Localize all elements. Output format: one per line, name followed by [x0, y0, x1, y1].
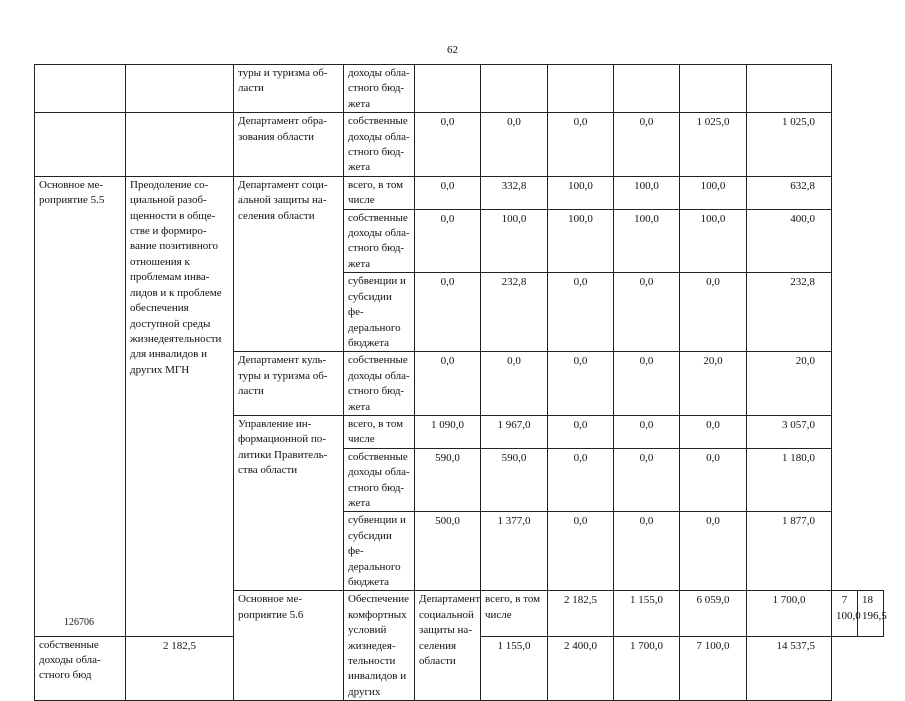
table-cell: 0,0	[481, 113, 548, 177]
table-cell: 0,0	[415, 209, 481, 273]
table-cell	[126, 113, 234, 177]
table-cell: 0,0	[548, 273, 614, 352]
table-cell: 232,8	[481, 273, 548, 352]
table-cell: 0,0	[614, 512, 680, 591]
table-cell: 100,0	[481, 209, 548, 273]
department: Департамент социальной защиты населения области	[234, 176, 344, 351]
table-cell: 590,0	[481, 448, 548, 512]
funding-source: всего, в том числе	[481, 591, 548, 636]
table-cell: 0,0	[548, 448, 614, 512]
funding-source: собственные доходы областного бюджета	[344, 352, 415, 416]
table-cell: 2 182,5	[126, 636, 234, 701]
table-cell: 0,0	[548, 512, 614, 591]
table-cell: 1 967,0	[481, 415, 548, 448]
table-cell: 0,0	[614, 448, 680, 512]
table-cell: 332,8	[481, 176, 548, 209]
table-cell: 1 025,0	[680, 113, 747, 177]
funding-source: субвенции и субсидии федерального бюджета	[344, 512, 415, 591]
table-cell: 0,0	[614, 415, 680, 448]
table-cell: 20,0	[680, 352, 747, 416]
table-cell: туры и туризма области	[234, 65, 344, 113]
table-cell: 1 700,0	[614, 636, 680, 701]
table-cell: 20,0	[747, 352, 832, 416]
table-cell: 7 100,0	[832, 591, 858, 636]
table-cell	[35, 65, 126, 113]
table-cell: 632,8	[747, 176, 832, 209]
table-cell: 100,0	[614, 176, 680, 209]
table-cell	[126, 65, 234, 113]
table-cell: 0,0	[415, 352, 481, 416]
table-cell: 100,0	[614, 209, 680, 273]
funding-source: собственные доходы областного бюд	[35, 636, 126, 701]
table-row	[35, 65, 884, 113]
activity-number: Основное мероприятие 5.6	[234, 591, 344, 701]
funding-source: собственные доходы областного бюджета	[344, 448, 415, 512]
table-cell: 0,0	[548, 415, 614, 448]
table-cell: 0,0	[415, 273, 481, 352]
document-code: 126706	[64, 617, 94, 628]
table-cell: доходы областного бюджета	[344, 65, 415, 113]
table-cell: 1 155,0	[481, 636, 548, 701]
table-cell	[747, 65, 832, 113]
table-cell: Департамент образования области	[234, 113, 344, 177]
table-cell: 590,0	[415, 448, 481, 512]
table-cell: 1 155,0	[614, 591, 680, 636]
table-cell: 1 180,0	[747, 448, 832, 512]
funding-source: субвенции и субсидии федерального бюджета	[344, 273, 415, 352]
table-cell: 100,0	[680, 209, 747, 273]
table-cell	[548, 65, 614, 113]
table-cell: 2 182,5	[548, 591, 614, 636]
page-number: 62	[447, 44, 458, 56]
department: Департамент социальной защиты населения области	[415, 591, 481, 701]
table-cell: 0,0	[548, 113, 614, 177]
table-cell: 1 025,0	[747, 113, 832, 177]
funding-source: всего, в том числе	[344, 176, 415, 209]
table-cell: 100,0	[548, 176, 614, 209]
table-cell: 0,0	[481, 352, 548, 416]
table-cell: 1 090,0	[415, 415, 481, 448]
table-cell: 2 400,0	[548, 636, 614, 701]
table-cell: собственные доходы областного бюджета	[344, 113, 415, 177]
table-cell: 0,0	[614, 273, 680, 352]
table-cell: 500,0	[415, 512, 481, 591]
table-cell: 3 057,0	[747, 415, 832, 448]
activity-name: Преодоление социальной разобщенности в обществе и формирование позитивного отношения к проблемам инвалидов и к проблеме обеспечения доступной среды жизнедеятельности для инвалидов и других МГН	[126, 176, 234, 636]
table-cell: 0,0	[680, 415, 747, 448]
activity-name: Обеспечение комфортных условий жизнедеятельности инвалидов и других	[344, 591, 415, 701]
table-cell: 400,0	[747, 209, 832, 273]
table-cell: 1 877,0	[747, 512, 832, 591]
table-row	[35, 176, 884, 209]
table-cell: 100,0	[680, 176, 747, 209]
table-cell	[614, 65, 680, 113]
table-cell: 0,0	[614, 352, 680, 416]
table-cell: 232,8	[747, 273, 832, 352]
table-cell	[35, 113, 126, 177]
table-cell: 100,0	[548, 209, 614, 273]
table-cell	[481, 65, 548, 113]
table-cell: 0,0	[415, 113, 481, 177]
table-cell: 18 196,5	[858, 591, 884, 636]
table-cell: 1 700,0	[747, 591, 832, 636]
funding-source: всего, в том числе	[344, 415, 415, 448]
table-cell: 7 100,0	[680, 636, 747, 701]
funding-source: собственные доходы областного бюджета	[344, 209, 415, 273]
activity-number: Основное мероприятие 5.5	[35, 176, 126, 636]
table-cell: 0,0	[680, 512, 747, 591]
table-row	[35, 113, 884, 177]
department: Департамент культуры и туризма области	[234, 352, 344, 416]
table-cell: 0,0	[548, 352, 614, 416]
table-cell: 0,0	[680, 448, 747, 512]
department: Управление информационной политики Правительства области	[234, 415, 344, 590]
table-cell	[415, 65, 481, 113]
table-cell: 0,0	[614, 113, 680, 177]
table-cell: 0,0	[680, 273, 747, 352]
budget-table	[34, 64, 887, 701]
table-cell	[680, 65, 747, 113]
table-cell: 0,0	[415, 176, 481, 209]
table-cell: 1 377,0	[481, 512, 548, 591]
table-cell: 6 059,0	[680, 591, 747, 636]
table-cell: 14 537,5	[747, 636, 832, 701]
